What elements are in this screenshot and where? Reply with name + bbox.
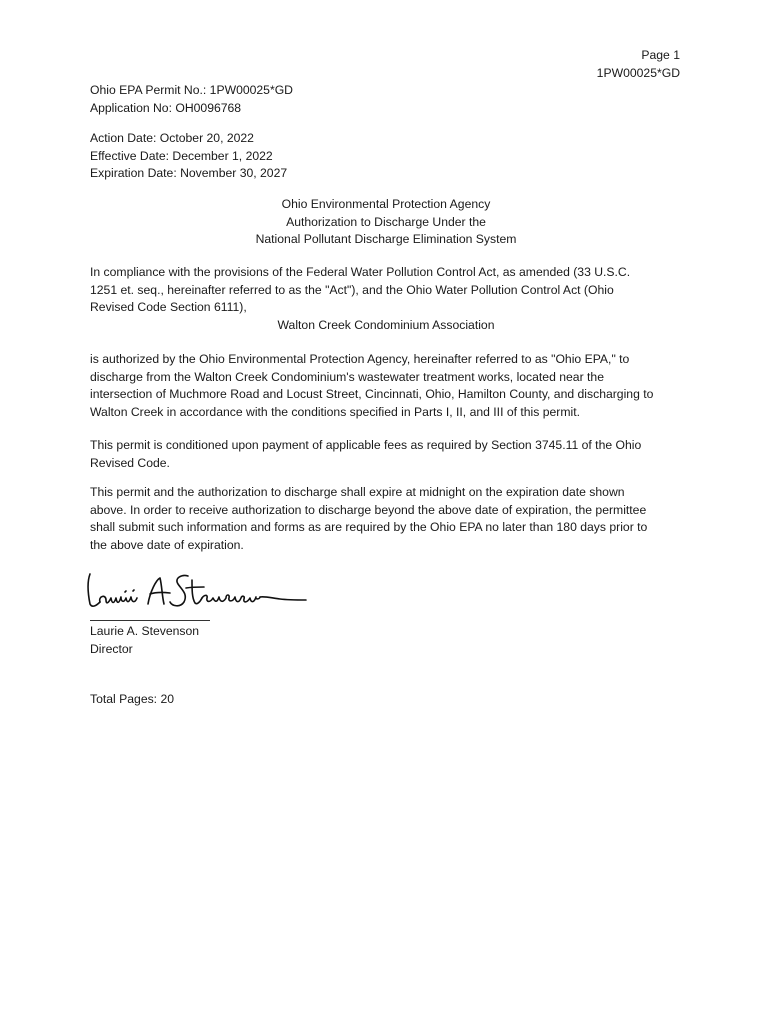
signatory-name: Laurie A. Stevenson (90, 624, 200, 638)
handwritten-signature (84, 562, 310, 620)
title-line-agency: Ohio Environmental Protection Agency (281, 197, 491, 211)
expiry-paragraph (90, 484, 682, 554)
authorization-line-2: discharge from the Walton Creek Condominium's wastewater treatment works, located near the (90, 369, 604, 384)
expiry-line-2: above. In order to receive authorization to discharge beyond the above date of expiration, the permittee (90, 502, 647, 517)
expiry-line-1: This permit and the authorization to discharge shall expire at midnight on the expiration date shown (90, 485, 625, 499)
permit-number: Ohio EPA Permit No.: 1PW00025*GD (90, 83, 293, 97)
action-date: Action Date: October 20, 2022 (90, 131, 254, 145)
fees-line-1: This permit is conditioned upon payment of applicable fees as required by Section 3745.11 of the Ohio (90, 438, 642, 452)
authorization-line-4: Walton Creek in accordance with the conditions specified in Parts I, II, and III of this permit. (90, 404, 580, 419)
fees-paragraph (90, 437, 682, 472)
title-line-npdes: National Pollutant Discharge Elimination System (255, 232, 517, 246)
permit-dates (90, 130, 682, 183)
compliance-paragraph (90, 264, 682, 334)
permit-identifiers (90, 82, 682, 117)
title-line-authorization: Authorization to Discharge Under the (286, 214, 486, 229)
signatory-title: Director (90, 641, 133, 656)
document-title (90, 196, 682, 249)
expiry-line-3: shall submit such information and forms as are required by the Ohio EPA no later than 180 days prior to (90, 520, 648, 534)
expiration-date: Expiration Date: November 30, 2027 (90, 166, 288, 180)
page-number: Page 1 (641, 48, 680, 62)
compliance-line-1: In compliance with the provisions of the Federal Water Pollution Control Act, as amended (33 U.S.C. (90, 265, 631, 279)
effective-date: Effective Date: December 1, 2022 (90, 148, 273, 163)
authorization-line-3: intersection of Muchmore Road and Locust Street, Cincinnati, Ohio, Hamilton County, and discharging to (90, 387, 654, 401)
signatory-block (90, 623, 682, 658)
page-footer (90, 691, 682, 709)
signature-line (90, 620, 210, 621)
authorization-paragraph (90, 351, 682, 421)
fees-line-2: Revised Code. (90, 455, 170, 470)
application-number: Application No: OH0096768 (90, 100, 242, 115)
authorization-line-1: is authorized by the Ohio Environmental Protection Agency, hereinafter referred to as "Ohio EPA," to (90, 352, 630, 366)
expiry-line-4: the above date of expiration. (90, 537, 244, 552)
permittee-name: Walton Creek Condominium Association (277, 317, 495, 332)
compliance-line-2: 1251 et. seq., hereinafter referred to as the "Act"), and the Ohio Water Pollution Control Act (Ohio (90, 282, 614, 297)
total-pages: Total Pages: 20 (90, 692, 175, 706)
compliance-line-3: Revised Code Section 6111), (90, 300, 247, 314)
page-header (597, 47, 680, 82)
header-permit-code: 1PW00025*GD (596, 65, 680, 80)
